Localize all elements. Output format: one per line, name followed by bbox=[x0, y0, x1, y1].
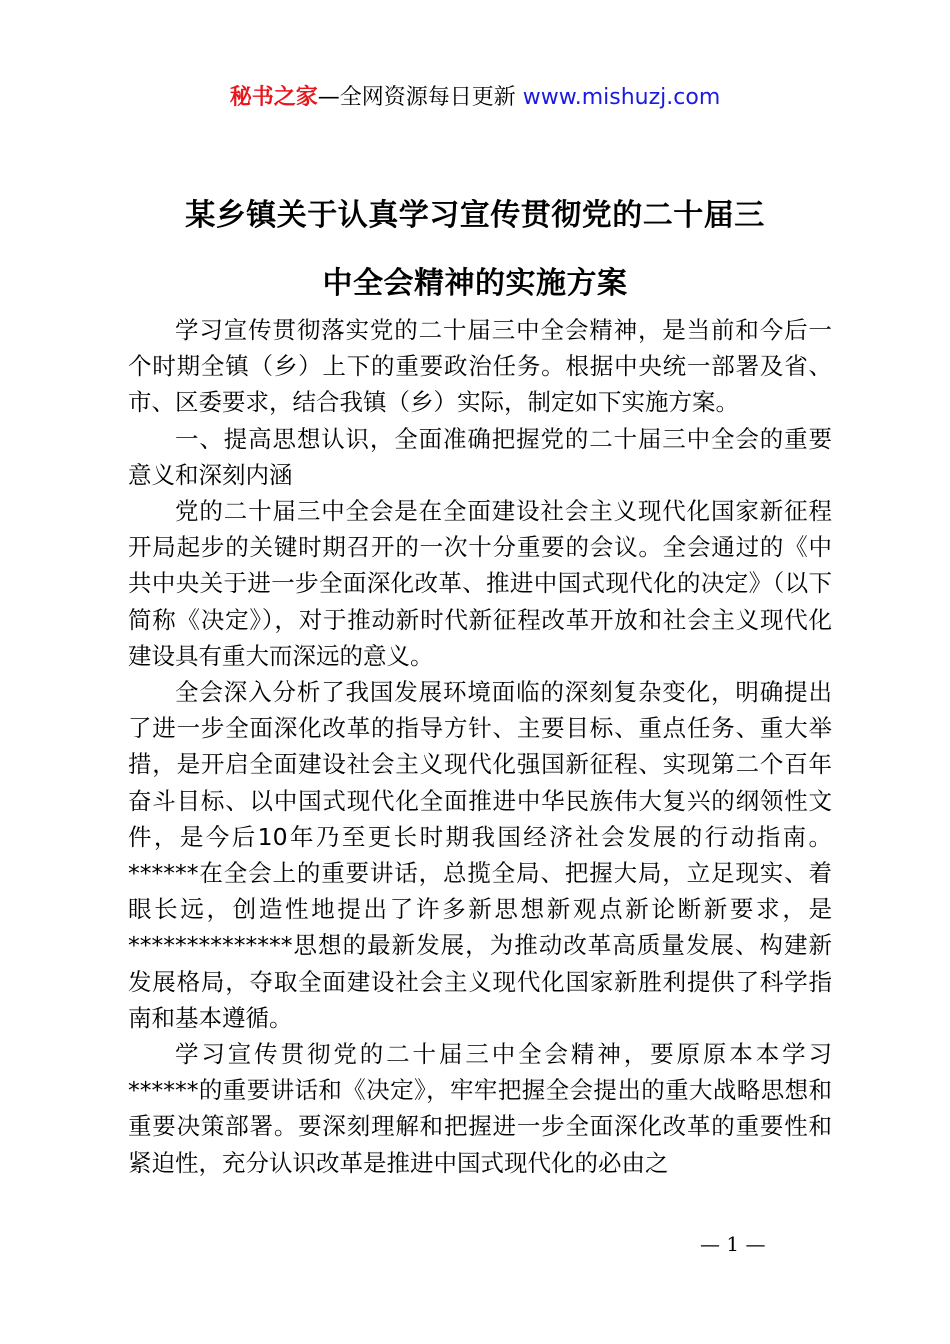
site-url-link[interactable]: www.mishuzj.com bbox=[522, 85, 721, 110]
site-slogan: —全网资源每日更新 bbox=[317, 85, 516, 110]
paragraph: 学习宣传贯彻党的二十届三中全会精神，要原原本本学习******的重要讲话和《决定》，牢牢把握全会提出的重大战略思想和重要决策部署。要深刻理解和把握进一步全面深化改革的重要性和紧迫性，充分认识改革是推进中国式现代化的必由之 bbox=[128, 1040, 832, 1177]
document-body bbox=[128, 312, 832, 1181]
document-title-line-2: 中全会精神的实施方案 bbox=[322, 266, 628, 301]
paragraph-intro: 学习宣传贯彻落实党的二十届三中全会精神，是当前和今后一个时期全镇（乡）上下的重要政治任务。根据中央统一部署及省、市、区委要求，结合我镇（乡）实际，制定如下实施方案。 bbox=[128, 316, 832, 417]
section-heading-1: 一、提高思想认识，全面准确把握党的二十届三中全会的重要意义和深刻内涵 bbox=[128, 424, 832, 489]
site-header bbox=[0, 80, 950, 111]
document-title-line-1: 某乡镇关于认真学习宣传贯彻党的二十届三 bbox=[185, 198, 765, 233]
page-number: — 1 — bbox=[700, 1232, 766, 1256]
site-brand: 秘书之家 bbox=[229, 85, 318, 110]
paragraph: 全会深入分析了我国发展环境面临的深刻复杂变化，明确提出了进一步全面深化改革的指导方针、主要目标、重点任务、重大举措，是开启全面建设社会主义现代化强国新征程、实现第二个百年奋斗目标、以中国式现代化全面推进中华民族伟大复兴的纲领性文件，是今后10年乃至更长时期我国经济社会发展的行动指南。******在全会上的重要讲话，总揽全局、把握大局，立足现实、着眼长远，创造性地提出了许多新思想新观点新论断新要求，是**************思想的最新发展，为推动改革高质量发展、构建新发展格局，夺取全面建设社会主义现代化国家新胜利提供了科学指南和基本遵循。 bbox=[128, 678, 832, 1032]
paragraph: 党的二十届三中全会是在全面建设社会主义现代化国家新征程开局起步的关键时期召开的一次十分重要的会议。全会通过的《中共中央关于进一步全面深化改革、推进中国式现代化的决定》（以下简称《决定》），对于推动新时代新征程改革开放和社会主义现代化建设具有重大而深远的意义。 bbox=[128, 497, 832, 670]
